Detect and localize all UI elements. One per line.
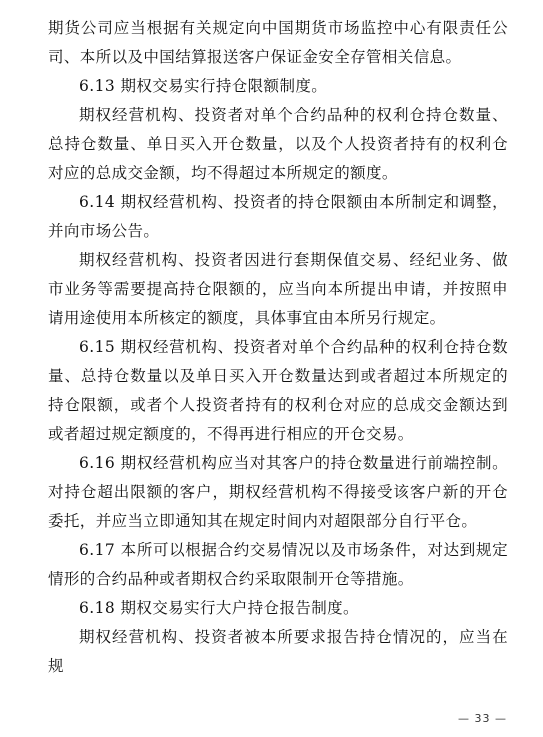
paragraph-10: 期权经营机构、投资者被本所要求报告持仓情况的，应当在规 bbox=[48, 628, 508, 675]
paragraph-5: 期权经营机构、投资者因进行套期保值交易、经纪业务、做市业务等需要提高持仓限额的，应当向本所提出申请，并按照申请用途使用本所核定的额度，具体事宜由本所另行规定。 bbox=[48, 251, 508, 327]
paragraph-8: 6.17 本所可以根据合约交易情况以及市场条件，对达到规定情形的合约品种或者期权合约采取限制开仓等措施。 bbox=[48, 541, 508, 588]
paragraph-9: 6.18 期权交易实行大户持仓报告制度。 bbox=[79, 599, 359, 617]
paragraph-3: 期权经营机构、投资者对单个合约品种的权利仓持仓数量、总持仓数量、单日买入开仓数量，以及个人投资者持有的权利仓对应的总成交金额，均不得超过本所规定的额度。 bbox=[48, 106, 508, 182]
paragraph-6: 6.15 期权经营机构、投资者对单个合约品种的权利仓持仓数量、总持仓数量以及单日买入开仓数量达到或者超过本所规定的持仓限额，或者个人投资者持有的权利仓对应的总成交金额达到或者超过规定额度的，不得再进行相应的开仓交易。 bbox=[48, 338, 508, 443]
document-body bbox=[48, 14, 508, 681]
paragraph-2: 6.13 期权交易实行持仓限额制度。 bbox=[79, 77, 328, 95]
paragraph-1: 期货公司应当根据有关规定向中国期货市场监控中心有限责任公司、本所以及中国结算报送客户保证金安全存管相关信息。 bbox=[48, 19, 508, 66]
paragraph-4: 6.14 期权经营机构、投资者的持仓限额由本所制定和调整，并向市场公告。 bbox=[48, 193, 508, 240]
page-number: — 33 — bbox=[458, 712, 507, 725]
paragraph-7: 6.16 期权经营机构应当对其客户的持仓数量进行前端控制。对持仓超出限额的客户，期权经营机构不得接受该客户新的开仓委托，并应当立即通知其在规定时间内对超限部分自行平仓。 bbox=[48, 454, 508, 530]
